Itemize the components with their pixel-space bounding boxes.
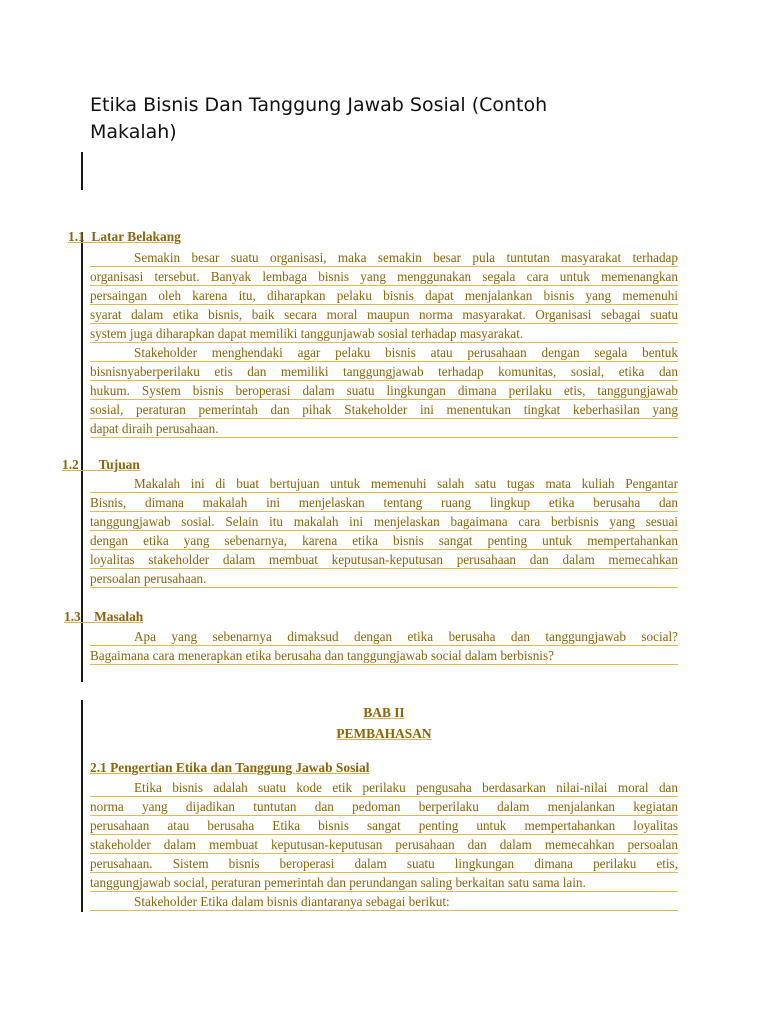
text-line: bisnisnyaberperilaku etis dan memiliki tanggungjawab terhadap komunitas, sosial, etika dan <box>90 364 678 379</box>
text-line: hukum. System bisnis beroperasi dalam suatu lingkungan dimana perilaku etis, tanggungjawab <box>90 383 678 398</box>
document-title <box>90 92 690 146</box>
chapter-title: PEMBAHASAN <box>336 726 432 741</box>
text-line: loyalitas stakeholder dalam membuat keputusan-keputusan perusahaan dan dalam memecahkan <box>90 552 678 567</box>
text-line: stakeholder dalam membuat keputusan-keputusan perusahaan dan dalam memecahkan persoalan <box>90 837 678 852</box>
chapter-heading <box>90 702 678 744</box>
text-line: persaingan oleh karena itu, diharapkan pelaku bisnis dapat menjalankan bisnis yang memenuhi <box>90 288 678 303</box>
section-heading-1-3: 1.3 Masalah <box>64 609 144 624</box>
text-line: dengan etika yang sebenarnya, karena etika bisnis sangat penting untuk mempertahankan <box>90 533 678 548</box>
section-body-1-1 <box>90 248 678 438</box>
section-heading-1-1: 1.1 Latar Belakang <box>68 229 181 244</box>
title-line-2: Makalah) <box>90 121 177 143</box>
text-line: norma yang dijadikan tuntutan dan pedoman berperilaku dalam menjalankan kegiatan <box>90 799 678 814</box>
title-line-1: Etika Bisnis Dan Tanggung Jawab Sosial (Contoh <box>90 94 548 116</box>
section-body-1-3 <box>90 627 678 665</box>
text-line: persoalan perusahaan. <box>90 569 678 588</box>
section-heading-2-1: 2.1 Pengertian Etika dan Tanggung Jawab Sosial <box>90 760 370 775</box>
text-line: tanggungjawab social, peraturan pemerintah dan perundangan saling berkaitan satu sama lain. <box>90 873 678 892</box>
text-line: sosial, peraturan pemerintah dan pihak Stakeholder ini menentukan tingkat keberhasilan yang <box>90 402 678 417</box>
text-line: Semakin besar suatu organisasi, maka semakin besar pula tuntutan masyarakat terhadap <box>90 248 678 267</box>
section-heading-1-2: 1.2 Tujuan <box>62 457 140 472</box>
text-line: Stakeholder Etika dalam bisnis diantaranya sebagai berikut: <box>90 892 678 911</box>
text-line: dapat diraih perusahaan. <box>90 419 678 438</box>
section-body-1-2 <box>90 474 678 588</box>
margin-bar <box>81 700 83 912</box>
text-line: Makalah ini di buat bertujuan untuk memenuhi salah satu tugas mata kuliah Pengantar <box>90 474 678 493</box>
text-line: syarat dalam etika bisnis, baik secara moral maupun norma masyarakat. Organisasi sebagai suatu <box>90 307 678 322</box>
text-line: Stakeholder menghendaki agar pelaku bisnis atau perusahaan dengan segala bentuk <box>90 343 678 362</box>
margin-bar <box>81 152 83 190</box>
text-line: Etika bisnis adalah suatu kode etik perilaku pengusaha berdasarkan nilai-nilai moral dan <box>90 778 678 797</box>
text-line: tanggungjawab sosial. Selain itu makalah ini menjelaskan bagaimana cara berbisnis yang sesuai <box>90 514 678 529</box>
chapter-number: BAB II <box>363 705 405 720</box>
text-line: Apa yang sebenarnya dimaksud dengan etika berusaha dan tanggungjawab social? <box>90 627 678 646</box>
text-line: Bagaimana cara menerapkan etika berusaha dan tanggungjawab social dalam berbisnis? <box>90 646 678 665</box>
text-line: Bisnis, dimana makalah ini menjelaskan tentang ruang lingkup etika berusaha dan <box>90 495 678 510</box>
section-body-2-1 <box>90 778 678 911</box>
text-line: system juga diharapkan dapat memiliki tanggunjawab sosial terhadap masyarakat. <box>90 324 678 343</box>
text-line: organisasi tersebut. Banyak lembaga bisnis yang menggunakan segala cara untuk memenangkan <box>90 269 678 284</box>
text-line: perusahaan. Sistem bisnis beroperasi dalam suatu lingkungan dimana perilaku etis, <box>90 856 678 871</box>
text-line: perusahaan atau berusaha Etika bisnis sangat penting untuk mempertahankan loyalitas <box>90 818 678 833</box>
